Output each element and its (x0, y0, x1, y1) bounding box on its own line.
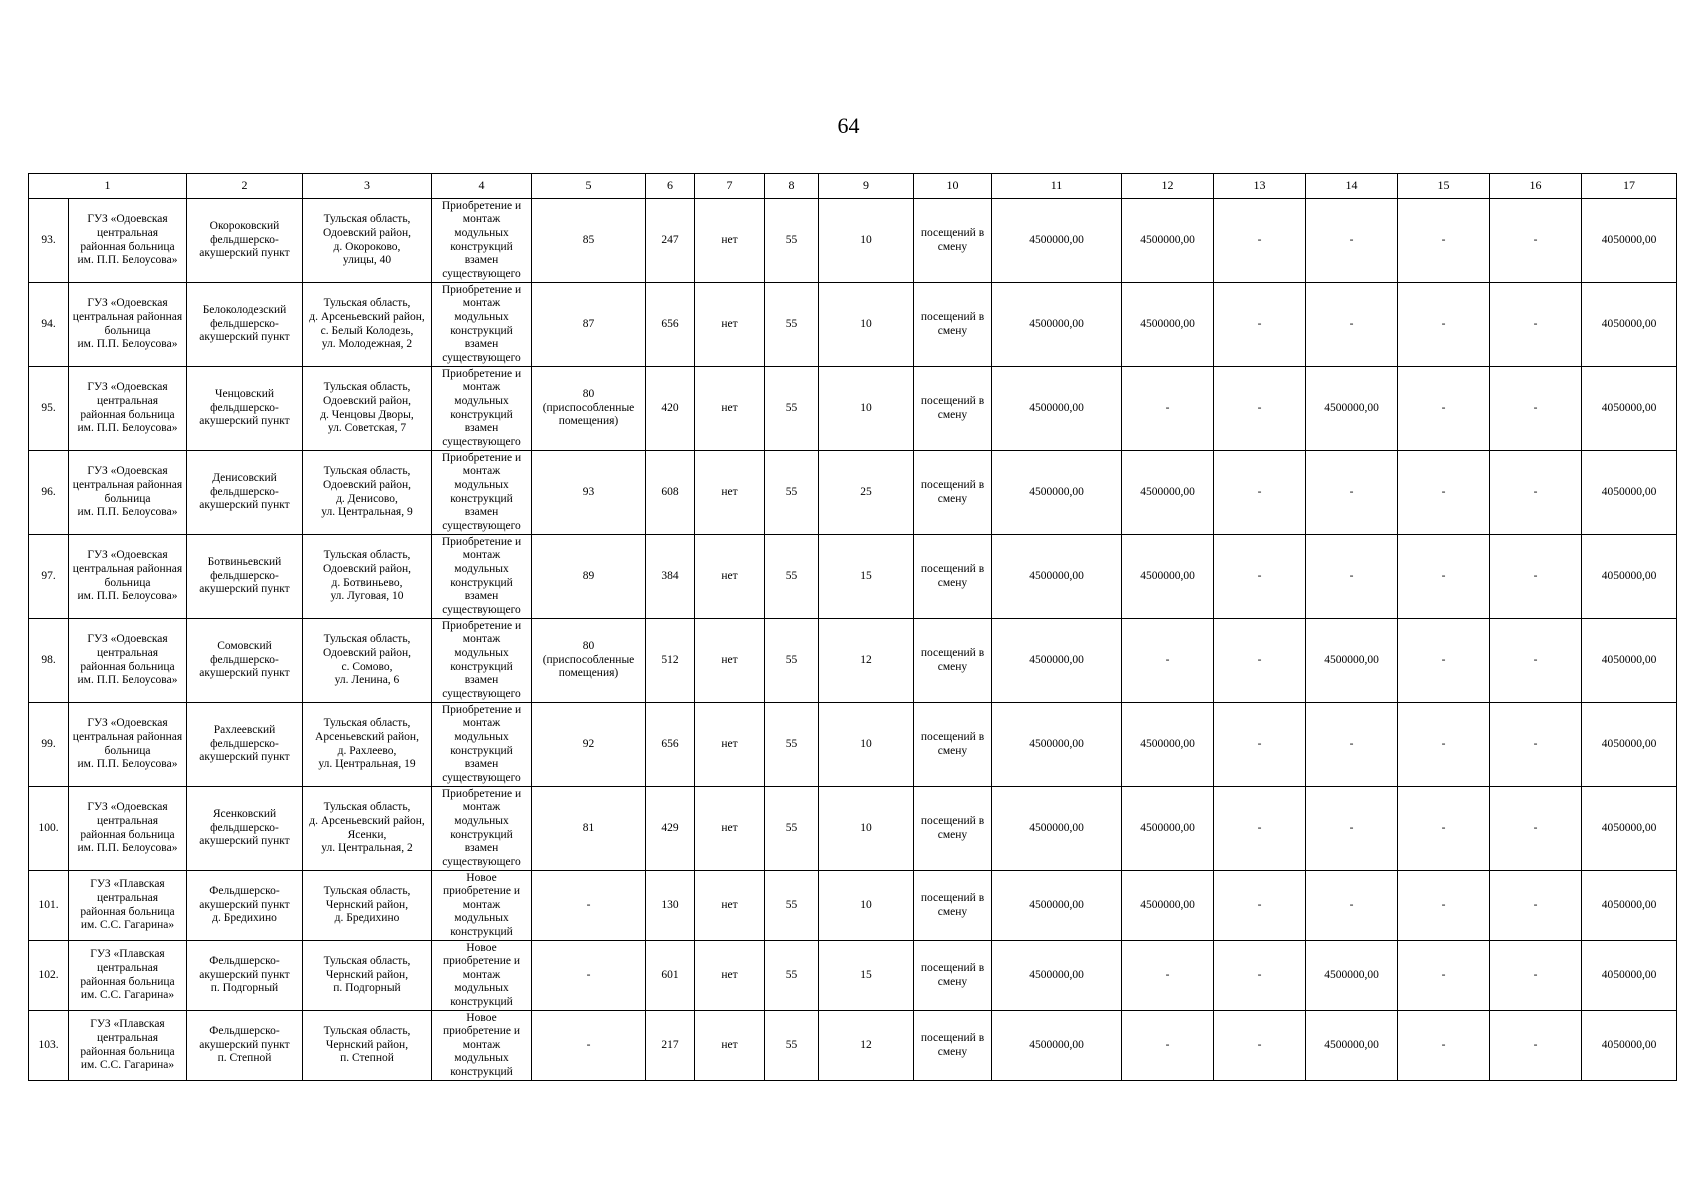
address-cell: Тульская область, Одоевский район, д. Денисово, ул. Центральная, 9 (303, 451, 432, 535)
column-header: 17 (1582, 174, 1677, 199)
col7-cell: нет (695, 703, 765, 787)
table-row (29, 283, 1677, 367)
table-row (29, 871, 1677, 941)
col11-cell: 4500000,00 (992, 787, 1122, 871)
col8-cell: 55 (765, 871, 819, 941)
col8-cell: 55 (765, 367, 819, 451)
col6-cell: 601 (646, 941, 695, 1011)
col5-cell: 85 (532, 199, 646, 283)
col17-cell: 4050000,00 (1582, 1011, 1677, 1081)
col12-cell: 4500000,00 (1122, 535, 1214, 619)
col9-cell: 10 (819, 283, 914, 367)
col17-cell: 4050000,00 (1582, 941, 1677, 1011)
col15-cell: - (1398, 1011, 1490, 1081)
col9-cell: 12 (819, 1011, 914, 1081)
col7-cell: нет (695, 1011, 765, 1081)
col13-cell: - (1214, 367, 1306, 451)
table-row (29, 535, 1677, 619)
row-number: 97. (29, 535, 69, 619)
row-number: 103. (29, 1011, 69, 1081)
row-number: 101. (29, 871, 69, 941)
col10-cell: посещений в смену (914, 367, 992, 451)
col12-cell: - (1122, 1011, 1214, 1081)
column-header: 7 (695, 174, 765, 199)
col14-cell: - (1306, 703, 1398, 787)
col16-cell: - (1490, 787, 1582, 871)
col14-cell: - (1306, 199, 1398, 283)
col11-cell: 4500000,00 (992, 941, 1122, 1011)
col13-cell: - (1214, 871, 1306, 941)
column-header: 16 (1490, 174, 1582, 199)
col15-cell: - (1398, 619, 1490, 703)
col14-cell: 4500000,00 (1306, 941, 1398, 1011)
col17-cell: 4050000,00 (1582, 535, 1677, 619)
col10-cell: посещений в смену (914, 1011, 992, 1081)
action-cell: Приобретение и монтаж модульных конструкций взамен существующего (432, 199, 532, 283)
col12-cell: 4500000,00 (1122, 451, 1214, 535)
col17-cell: 4050000,00 (1582, 619, 1677, 703)
col14-cell: 4500000,00 (1306, 619, 1398, 703)
col12-cell: 4500000,00 (1122, 871, 1214, 941)
column-header: 1 (29, 174, 187, 199)
col11-cell: 4500000,00 (992, 619, 1122, 703)
organization-cell: ГУЗ «Одоевская центральная районная больница им. П.П. Белоусова» (69, 787, 187, 871)
col6-cell: 247 (646, 199, 695, 283)
action-cell: Приобретение и монтаж модульных конструкций взамен существующего (432, 535, 532, 619)
table-row (29, 619, 1677, 703)
organization-cell: ГУЗ «Одоевская центральная районная больница им. П.П. Белоусова» (69, 535, 187, 619)
col11-cell: 4500000,00 (992, 199, 1122, 283)
organization-cell: ГУЗ «Плавская центральная районная больница им. С.С. Гагарина» (69, 941, 187, 1011)
col13-cell: - (1214, 941, 1306, 1011)
address-cell: Тульская область, Чернский район, п. Подгорный (303, 941, 432, 1011)
col7-cell: нет (695, 451, 765, 535)
page-number: 64 (837, 113, 860, 138)
column-header: 10 (914, 174, 992, 199)
column-header: 2 (187, 174, 303, 199)
column-header: 5 (532, 174, 646, 199)
col14-cell: - (1306, 451, 1398, 535)
col10-cell: посещений в смену (914, 199, 992, 283)
facility-name-cell: Денисовский фельдшерско- акушерский пункт (187, 451, 303, 535)
col15-cell: - (1398, 367, 1490, 451)
column-header: 15 (1398, 174, 1490, 199)
address-cell: Тульская область, Одоевский район, с. Сомово, ул. Ленина, 6 (303, 619, 432, 703)
table-row (29, 367, 1677, 451)
col9-cell: 10 (819, 787, 914, 871)
address-cell: Тульская область, Чернский район, д. Бредихино (303, 871, 432, 941)
row-number: 100. (29, 787, 69, 871)
action-cell: Приобретение и монтаж модульных конструкций взамен существующего (432, 703, 532, 787)
col9-cell: 15 (819, 535, 914, 619)
col13-cell: - (1214, 1011, 1306, 1081)
col13-cell: - (1214, 619, 1306, 703)
facility-name-cell: Сомовский фельдшерско- акушерский пункт (187, 619, 303, 703)
col8-cell: 55 (765, 941, 819, 1011)
col6-cell: 420 (646, 367, 695, 451)
col11-cell: 4500000,00 (992, 283, 1122, 367)
col12-cell: 4500000,00 (1122, 199, 1214, 283)
col5-cell: 93 (532, 451, 646, 535)
col7-cell: нет (695, 199, 765, 283)
col13-cell: - (1214, 199, 1306, 283)
col5-cell: 92 (532, 703, 646, 787)
address-cell: Тульская область, Одоевский район, д. Ботвиньево, ул. Луговая, 10 (303, 535, 432, 619)
col6-cell: 608 (646, 451, 695, 535)
col5-cell: 80 (приспособленные помещения) (532, 367, 646, 451)
action-cell: Приобретение и монтаж модульных конструкций взамен существующего (432, 283, 532, 367)
table-header-row (29, 174, 1677, 199)
col8-cell: 55 (765, 787, 819, 871)
row-number: 102. (29, 941, 69, 1011)
organization-cell: ГУЗ «Одоевская центральная районная больница им. П.П. Белоусова» (69, 451, 187, 535)
col14-cell: - (1306, 535, 1398, 619)
col15-cell: - (1398, 703, 1490, 787)
col6-cell: 384 (646, 535, 695, 619)
column-header: 14 (1306, 174, 1398, 199)
col17-cell: 4050000,00 (1582, 283, 1677, 367)
col16-cell: - (1490, 941, 1582, 1011)
col7-cell: нет (695, 871, 765, 941)
facility-name-cell: Ченцовский фельдшерско- акушерский пункт (187, 367, 303, 451)
organization-cell: ГУЗ «Плавская центральная районная больница им. С.С. Гагарина» (69, 1011, 187, 1081)
col15-cell: - (1398, 283, 1490, 367)
column-header: 11 (992, 174, 1122, 199)
col6-cell: 429 (646, 787, 695, 871)
col16-cell: - (1490, 451, 1582, 535)
facility-name-cell: Фельдшерско- акушерский пункт п. Подгорный (187, 941, 303, 1011)
col8-cell: 55 (765, 619, 819, 703)
col17-cell: 4050000,00 (1582, 199, 1677, 283)
col14-cell: - (1306, 787, 1398, 871)
col5-cell: - (532, 941, 646, 1011)
col11-cell: 4500000,00 (992, 367, 1122, 451)
address-cell: Тульская область, Арсеньевский район, д. Рахлеево, ул. Центральная, 19 (303, 703, 432, 787)
row-number: 93. (29, 199, 69, 283)
col8-cell: 55 (765, 451, 819, 535)
col17-cell: 4050000,00 (1582, 787, 1677, 871)
col6-cell: 130 (646, 871, 695, 941)
col15-cell: - (1398, 787, 1490, 871)
column-header: 4 (432, 174, 532, 199)
col16-cell: - (1490, 535, 1582, 619)
col14-cell: 4500000,00 (1306, 1011, 1398, 1081)
row-number: 98. (29, 619, 69, 703)
col8-cell: 55 (765, 199, 819, 283)
row-number: 95. (29, 367, 69, 451)
col14-cell: - (1306, 871, 1398, 941)
col15-cell: - (1398, 451, 1490, 535)
col5-cell: - (532, 1011, 646, 1081)
col10-cell: посещений в смену (914, 535, 992, 619)
col6-cell: 656 (646, 283, 695, 367)
col7-cell: нет (695, 941, 765, 1011)
col10-cell: посещений в смену (914, 787, 992, 871)
organization-cell: ГУЗ «Плавская центральная районная больница им. С.С. Гагарина» (69, 871, 187, 941)
address-cell: Тульская область, Одоевский район, д. Ченцовы Дворы, ул. Советская, 7 (303, 367, 432, 451)
column-header: 8 (765, 174, 819, 199)
col8-cell: 55 (765, 283, 819, 367)
table-row (29, 941, 1677, 1011)
facility-name-cell: Ботвиньевский фельдшерско- акушерский пункт (187, 535, 303, 619)
col16-cell: - (1490, 1011, 1582, 1081)
col10-cell: посещений в смену (914, 451, 992, 535)
col15-cell: - (1398, 199, 1490, 283)
organization-cell: ГУЗ «Одоевская центральная районная больница им. П.П. Белоусова» (69, 619, 187, 703)
action-cell: Новое приобретение и монтаж модульных конструкций (432, 871, 532, 941)
column-header: 9 (819, 174, 914, 199)
col15-cell: - (1398, 941, 1490, 1011)
organization-cell: ГУЗ «Одоевская центральная районная больница им. П.П. Белоусова» (69, 367, 187, 451)
table-row (29, 1011, 1677, 1081)
table-row (29, 787, 1677, 871)
action-cell: Приобретение и монтаж модульных конструкций взамен существующего (432, 451, 532, 535)
col12-cell: - (1122, 619, 1214, 703)
col13-cell: - (1214, 451, 1306, 535)
table-row (29, 451, 1677, 535)
col7-cell: нет (695, 619, 765, 703)
action-cell: Приобретение и монтаж модульных конструкций взамен существующего (432, 367, 532, 451)
col11-cell: 4500000,00 (992, 535, 1122, 619)
col9-cell: 12 (819, 619, 914, 703)
col17-cell: 4050000,00 (1582, 451, 1677, 535)
col11-cell: 4500000,00 (992, 703, 1122, 787)
col5-cell: 81 (532, 787, 646, 871)
address-cell: Тульская область, д. Арсеньевский район, с. Белый Колодезь, ул. Молодежная, 2 (303, 283, 432, 367)
facility-name-cell: Фельдшерско- акушерский пункт п. Степной (187, 1011, 303, 1081)
col13-cell: - (1214, 535, 1306, 619)
col16-cell: - (1490, 871, 1582, 941)
col8-cell: 55 (765, 1011, 819, 1081)
col9-cell: 25 (819, 451, 914, 535)
col9-cell: 15 (819, 941, 914, 1011)
col12-cell: 4500000,00 (1122, 703, 1214, 787)
col7-cell: нет (695, 787, 765, 871)
col15-cell: - (1398, 535, 1490, 619)
table-row (29, 199, 1677, 283)
organization-cell: ГУЗ «Одоевская центральная районная больница им. П.П. Белоусова» (69, 283, 187, 367)
col13-cell: - (1214, 283, 1306, 367)
col11-cell: 4500000,00 (992, 1011, 1122, 1081)
row-number: 99. (29, 703, 69, 787)
col5-cell: 89 (532, 535, 646, 619)
organization-cell: ГУЗ «Одоевская центральная районная больница им. П.П. Белоусова» (69, 703, 187, 787)
col14-cell: 4500000,00 (1306, 367, 1398, 451)
col12-cell: 4500000,00 (1122, 787, 1214, 871)
col16-cell: - (1490, 367, 1582, 451)
action-cell: Приобретение и монтаж модульных конструкций взамен существующего (432, 787, 532, 871)
facility-name-cell: Окороковский фельдшерско- акушерский пункт (187, 199, 303, 283)
col16-cell: - (1490, 703, 1582, 787)
col17-cell: 4050000,00 (1582, 871, 1677, 941)
col11-cell: 4500000,00 (992, 451, 1122, 535)
action-cell: Приобретение и монтаж модульных конструкций взамен существующего (432, 619, 532, 703)
col17-cell: 4050000,00 (1582, 367, 1677, 451)
col12-cell: - (1122, 367, 1214, 451)
col11-cell: 4500000,00 (992, 871, 1122, 941)
column-header: 3 (303, 174, 432, 199)
col15-cell: - (1398, 871, 1490, 941)
row-number: 96. (29, 451, 69, 535)
col7-cell: нет (695, 535, 765, 619)
col17-cell: 4050000,00 (1582, 703, 1677, 787)
facilities-table (28, 173, 1677, 1081)
col12-cell: 4500000,00 (1122, 283, 1214, 367)
col5-cell: 87 (532, 283, 646, 367)
facility-name-cell: Рахлеевский фельдшерско- акушерский пункт (187, 703, 303, 787)
col16-cell: - (1490, 283, 1582, 367)
action-cell: Новое приобретение и монтаж модульных конструкций (432, 941, 532, 1011)
facility-name-cell: Фельдшерско- акушерский пункт д. Бредихино (187, 871, 303, 941)
col9-cell: 10 (819, 367, 914, 451)
col13-cell: - (1214, 703, 1306, 787)
facility-name-cell: Белоколодезский фельдшерско- акушерский пункт (187, 283, 303, 367)
col5-cell: 80 (приспособленные помещения) (532, 619, 646, 703)
col8-cell: 55 (765, 703, 819, 787)
col6-cell: 512 (646, 619, 695, 703)
facility-name-cell: Ясенковский фельдшерско- акушерский пункт (187, 787, 303, 871)
col7-cell: нет (695, 367, 765, 451)
column-header: 6 (646, 174, 695, 199)
col5-cell: - (532, 871, 646, 941)
col10-cell: посещений в смену (914, 871, 992, 941)
col12-cell: - (1122, 941, 1214, 1011)
row-number: 94. (29, 283, 69, 367)
col13-cell: - (1214, 787, 1306, 871)
organization-cell: ГУЗ «Одоевская центральная районная больница им. П.П. Белоусова» (69, 199, 187, 283)
address-cell: Тульская область, Чернский район, п. Степной (303, 1011, 432, 1081)
col16-cell: - (1490, 619, 1582, 703)
column-header: 12 (1122, 174, 1214, 199)
col16-cell: - (1490, 199, 1582, 283)
col14-cell: - (1306, 283, 1398, 367)
col10-cell: посещений в смену (914, 283, 992, 367)
col9-cell: 10 (819, 871, 914, 941)
col10-cell: посещений в смену (914, 941, 992, 1011)
address-cell: Тульская область, Одоевский район, д. Окороково, улицы, 40 (303, 199, 432, 283)
col9-cell: 10 (819, 199, 914, 283)
col10-cell: посещений в смену (914, 619, 992, 703)
address-cell: Тульская область, д. Арсеньевский район, Ясенки, ул. Центральная, 2 (303, 787, 432, 871)
col9-cell: 10 (819, 703, 914, 787)
col6-cell: 656 (646, 703, 695, 787)
action-cell: Новое приобретение и монтаж модульных конструкций (432, 1011, 532, 1081)
col7-cell: нет (695, 283, 765, 367)
column-header: 13 (1214, 174, 1306, 199)
col10-cell: посещений в смену (914, 703, 992, 787)
col8-cell: 55 (765, 535, 819, 619)
table-row (29, 703, 1677, 787)
col6-cell: 217 (646, 1011, 695, 1081)
